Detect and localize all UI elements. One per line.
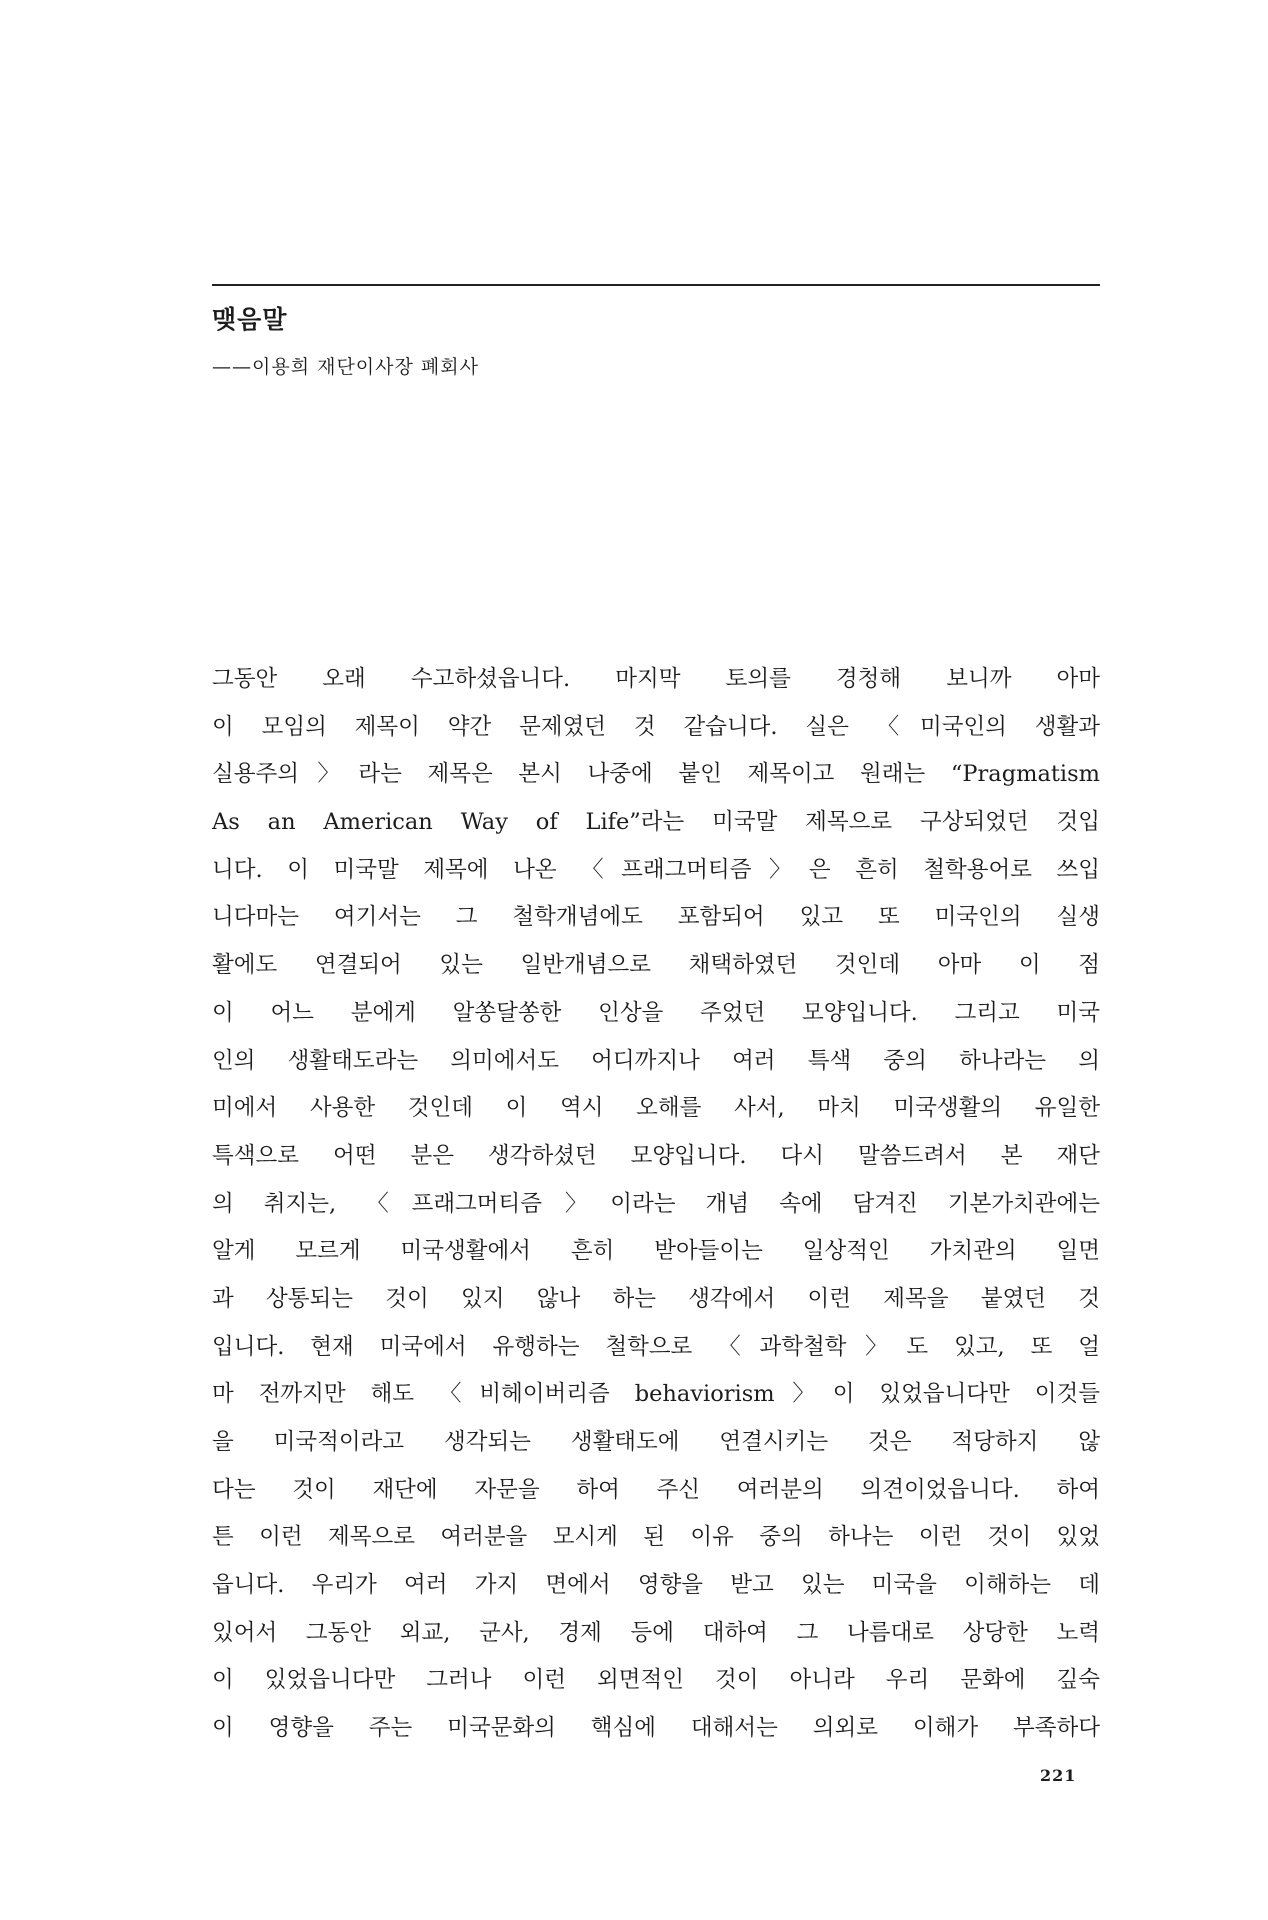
- body-line: 튼 이런 제목으로 여러분을 모시게 된 이유 중의 하나는 이런 것이 있었: [212, 1524, 1100, 1551]
- body-line: As an American Way of Life”라는 미국말 제목으로 구상되었던 것입: [212, 809, 1100, 836]
- body-line: 마 전까지만 해도 〈비헤이버리즘 behaviorism〉이 있었읍니다만 이것들: [212, 1381, 1100, 1408]
- body-line: 인의 생활태도라는 의미에서도 어디까지나 여러 특색 중의 하나라는 의: [212, 1047, 1100, 1074]
- header-rule: [212, 284, 1100, 286]
- body-line: 이 영향을 주는 미국문화의 핵심에 대해서는 의외로 이해가 부족하다: [212, 1715, 1100, 1742]
- body-line: 미에서 사용한 것인데 이 역시 오해를 사서, 마치 미국생활의 유일한: [212, 1095, 1100, 1122]
- section-title: 맺음말: [212, 305, 288, 334]
- body-line: 이 모임의 제목이 약간 문제였던 것 같습니다. 실은 〈미국인의 생활과: [212, 713, 1100, 740]
- body-line: 실용주의〉라는 제목은 본시 나중에 붙인 제목이고 원래는 “Pragmatism: [212, 761, 1100, 788]
- body-line: 과 상통되는 것이 있지 않나 하는 생각에서 이런 제목을 붙였던 것: [212, 1285, 1100, 1312]
- speaker-byline: ——이용희 재단이사장 폐회사: [212, 356, 479, 378]
- body-line: 이 어느 분에게 알쏭달쏭한 인상을 주었던 모양입니다. 그리고 미국: [212, 999, 1100, 1026]
- page-number: 221: [1040, 1766, 1077, 1785]
- body-line: 그동안 오래 수고하셨읍니다. 마지막 토의를 경청해 보니까 아마: [212, 666, 1100, 692]
- body-line: 알게 모르게 미국생활에서 흔히 받아들이는 일상적인 가치관의 일면: [212, 1238, 1100, 1265]
- body-line: 의 취지는, 〈프래그머티즘〉이라는 개념 속에 담겨진 기본가치관에는: [212, 1190, 1100, 1217]
- body-line: 을 미국적이라고 생각되는 생활태도에 연결시키는 것은 적당하지 않: [212, 1429, 1100, 1455]
- body-line: 이 있었읍니다만 그러나 이런 외면적인 것이 아니라 우리 문화에 깊숙: [212, 1667, 1100, 1694]
- body-line: 다는 것이 재단에 자문을 하여 주신 여러분의 의견이었읍니다. 하여: [212, 1476, 1100, 1503]
- body-line: 읍니다. 우리가 여러 가지 면에서 영향을 받고 있는 미국을 이해하는 데: [212, 1572, 1100, 1599]
- body-text: [212, 656, 1100, 1753]
- body-line: 니다마는 여기서는 그 철학개념에도 포함되어 있고 또 미국인의 실생: [212, 904, 1100, 931]
- body-line: 입니다. 현재 미국에서 유행하는 철학으로 〈과학철학〉도 있고, 또 얼: [212, 1333, 1100, 1360]
- body-line: 특색으로 어떤 분은 생각하셨던 모양입니다. 다시 말씀드려서 본 재단: [212, 1142, 1100, 1169]
- body-line: 니다. 이 미국말 제목에 나온 〈프래그머티즘〉은 흔히 철학용어로 쓰입: [212, 856, 1100, 883]
- body-line: 활에도 연결되어 있는 일반개념으로 채택하였던 것인데 아마 이 점: [212, 952, 1100, 979]
- body-line: 있어서 그동안 외교, 군사, 경제 등에 대하여 그 나름대로 상당한 노력: [212, 1619, 1100, 1646]
